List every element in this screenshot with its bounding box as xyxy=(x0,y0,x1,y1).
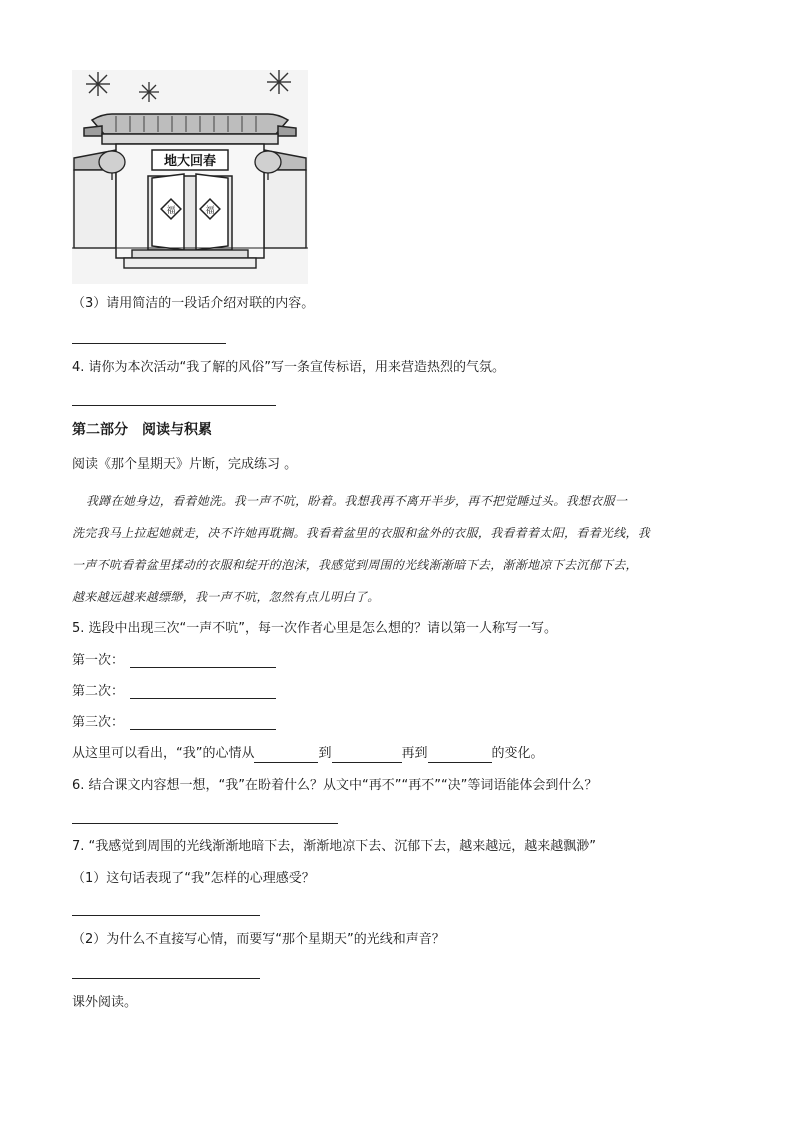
door-char-right: 福 xyxy=(205,206,215,216)
answer-line-q7-2[interactable] xyxy=(72,978,260,979)
extra-reading-heading: 课外阅读。 xyxy=(72,995,138,1010)
right-wall xyxy=(264,170,306,248)
question-4: 4. 请你为本次活动“我了解的风俗”写一条宣传标语，用来营造热烈的气氛。 xyxy=(72,360,506,375)
passage-line-2: 洗完我马上拉起她就走，决不许她再耽搁。我看着盆里的衣服和盆外的衣服，我看着着太阳，看着光线，我 xyxy=(72,526,651,540)
q5-second-label: 第二次： xyxy=(72,684,125,699)
blank-mood-3[interactable] xyxy=(428,748,492,763)
answer-line-q5-first[interactable] xyxy=(130,667,276,668)
door-char-left: 福 xyxy=(166,206,176,216)
q5-change-text-d: 的变化。 xyxy=(491,746,544,761)
gate-steps xyxy=(124,250,256,268)
question-5: 5. 选段中出现三次“一声不吭”，每一次作者心里是怎么想的？请以第一人称写一写。 xyxy=(72,621,558,636)
answer-line-q6[interactable] xyxy=(72,823,338,824)
question-3-sub-3: （3）请用简洁的一段话介绍对联的内容。 xyxy=(72,296,315,311)
q5-change-text-c: 再到 xyxy=(401,746,428,761)
plaque-text: 地大回春 xyxy=(163,154,217,169)
firework-left-icon xyxy=(86,72,110,96)
q5-mood-change xyxy=(72,745,544,763)
answer-line-q5-second[interactable] xyxy=(130,698,276,699)
q5-change-text-a: 从这里可以看出，“我”的心情从 xyxy=(72,746,255,761)
gate-roof xyxy=(84,114,296,144)
answer-line-q3[interactable] xyxy=(72,343,226,344)
passage-line-4: 越来越远越来越缥缈，我一声不吭，忽然有点儿明白了。 xyxy=(72,590,380,604)
spring-festival-gate-illustration xyxy=(72,70,308,284)
reading-intro: 阅读《那个星期天》片断，完成练习 。 xyxy=(72,457,298,472)
section-2-title: 第二部分 阅读与积累 xyxy=(72,422,212,438)
gate-doors xyxy=(148,174,232,250)
firework-right-icon xyxy=(267,70,291,94)
question-7-sub-2: （2）为什么不直接写心情，而要写“那个星期天”的光线和声音？ xyxy=(72,932,445,947)
answer-line-q4[interactable] xyxy=(72,405,276,406)
question-7-sub-1: （1）这句话表现了“我”怎样的心理感受？ xyxy=(72,871,315,886)
answer-line-q5-third[interactable] xyxy=(130,729,276,730)
passage-line-3: 一声不吭看着盆里揉动的衣服和绽开的泡沫，我感觉到周围的光线渐渐暗下去，渐渐地凉下去沉郁下去， xyxy=(72,558,638,572)
question-7: 7. “我感觉到周围的光线渐渐地暗下去，渐渐地凉下去、沉郁下去，越来越远，越来越飘渺” xyxy=(72,839,597,854)
q5-first-label: 第一次： xyxy=(72,653,125,668)
left-wall xyxy=(74,170,116,248)
q5-third-label: 第三次： xyxy=(72,715,125,730)
passage-line-1: 我蹲在她身边，看着她洗。我一声不吭，盼着。我想我再不离开半步，再不把觉睡过头。我想衣服一 xyxy=(86,494,628,508)
firework-middle-icon xyxy=(139,82,159,102)
question-6: 6. 结合课文内容想一想，“我”在盼着什么？从文中“再不”“再不”“决”等词语能体会到什么？ xyxy=(72,778,598,793)
q5-change-text-b: 到 xyxy=(318,746,332,761)
answer-line-q7-1[interactable] xyxy=(72,915,260,916)
blank-mood-1[interactable] xyxy=(254,748,318,763)
blank-mood-2[interactable] xyxy=(332,748,402,763)
